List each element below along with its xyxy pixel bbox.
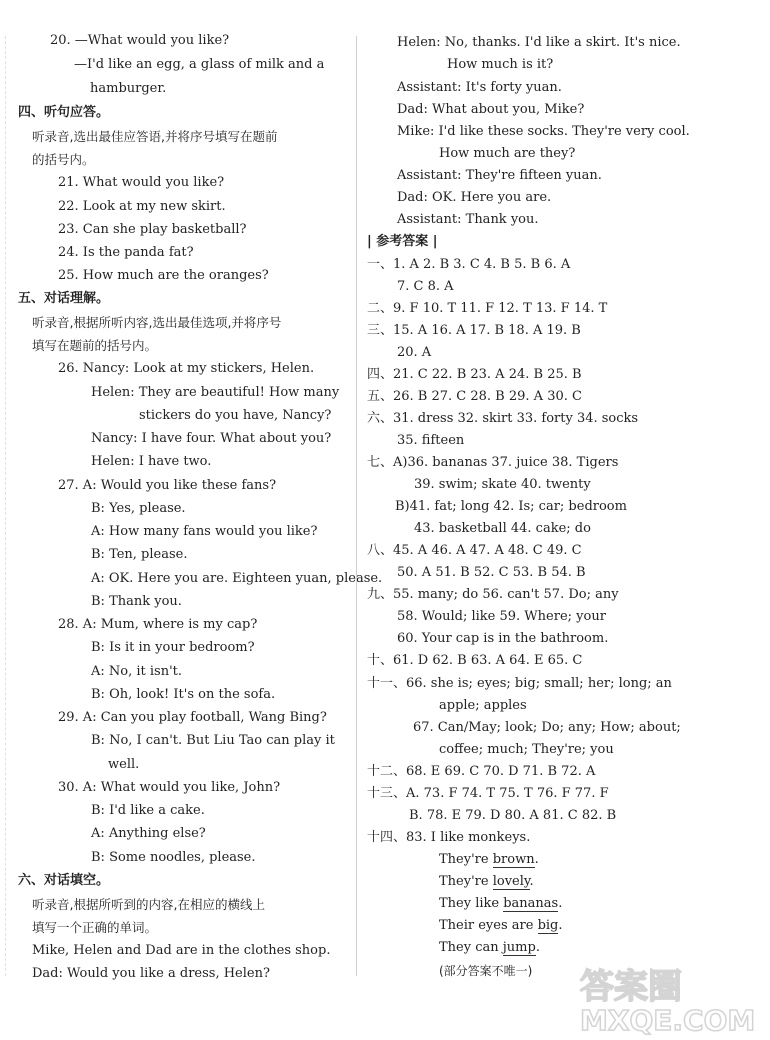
binding-edge xyxy=(5,36,6,976)
left-line: hamburger. xyxy=(90,81,167,96)
left-line: B: Is it in your bedroom? xyxy=(91,640,255,655)
right-line: 67. Can/May; look; Do; any; How; about; xyxy=(413,720,681,735)
right-line: Helen: No, thanks. I'd like a skirt. It's nice. xyxy=(397,35,681,50)
right-line: 十、61. D 62. B 63. A 64. E 65. C xyxy=(367,653,583,668)
right-line: 十二、68. E 69. C 70. D 71. B 72. A xyxy=(367,764,596,779)
right-line: 九、55. many; do 56. can't 57. Do; any xyxy=(367,587,619,602)
answer-84-line xyxy=(439,851,539,869)
answer-suffix: . xyxy=(535,940,540,955)
left-line: Nancy: I have four. What about you? xyxy=(91,431,332,446)
left-line: 24. Is the panda fat? xyxy=(58,245,194,260)
right-line: Dad: OK. Here you are. xyxy=(397,190,552,205)
left-line: Dad: Would you like a dress, Helen? xyxy=(32,966,270,981)
left-line: 30. A: What would you like, John? xyxy=(58,780,281,795)
left-line: B: Some noodles, please. xyxy=(91,850,256,865)
left-line: 五、对话理解。 xyxy=(18,291,110,306)
answer-underlined-word: lovely xyxy=(492,874,530,889)
answer-underlined-word: big xyxy=(537,918,559,933)
right-line: apple; apples xyxy=(439,698,527,713)
right-line: 四、21. C 22. B 23. A 24. B 25. B xyxy=(367,367,582,382)
answer-suffix: . xyxy=(529,874,534,889)
right-line: 50. A 51. B 52. C 53. B 54. B xyxy=(397,565,586,580)
answer-84-line xyxy=(439,895,562,913)
answer-84-line xyxy=(439,939,540,957)
left-line: 25. How much are the oranges? xyxy=(58,268,269,283)
answer-underlined-word: bananas xyxy=(503,896,559,911)
answer-84-line xyxy=(439,873,534,891)
left-line: Mike, Helen and Dad are in the clothes shop. xyxy=(32,943,331,958)
answer-suffix: . xyxy=(558,918,563,933)
left-line: B: No, I can't. But Liu Tao can play it xyxy=(91,733,335,748)
left-line: Helen: They are beautiful! How many xyxy=(91,385,340,400)
left-line: 听录音,根据所听内容,选出最佳选项,并将序号 xyxy=(32,315,282,330)
right-line: 十一、66. she is; eyes; big; small; her; long; an xyxy=(367,676,672,691)
left-line: 22. Look at my new skirt. xyxy=(58,199,226,214)
right-line: Assistant: Thank you. xyxy=(397,212,539,227)
answer-prefix: Their eyes are xyxy=(439,918,538,933)
left-line: stickers do you have, Nancy? xyxy=(139,408,332,423)
right-line: 八、45. A 46. A 47. A 48. C 49. C xyxy=(367,543,582,558)
answer-note: (部分答案不唯一) xyxy=(439,964,533,978)
right-line: 六、31. dress 32. skirt 33. forty 34. socks xyxy=(367,411,639,426)
left-line: 听录音,根据所听到的内容,在相应的横线上 xyxy=(32,897,265,912)
left-line: 26. Nancy: Look at my stickers, Helen. xyxy=(58,361,315,376)
answer-underlined-word: brown xyxy=(492,852,535,867)
right-line: B. 78. E 79. D 80. A 81. C 82. B xyxy=(409,808,617,823)
right-line: B)41. fat; long 42. Is; car; bedroom xyxy=(395,499,627,514)
right-line: Dad: What about you, Mike? xyxy=(397,102,585,117)
left-line: 的括号内。 xyxy=(32,152,95,167)
left-line: 28. A: Mum, where is my cap? xyxy=(58,617,258,632)
right-line: 三、15. A 16. A 17. B 18. A 19. B xyxy=(367,323,581,338)
right-line: Assistant: They're fifteen yuan. xyxy=(397,168,602,183)
right-line: 五、26. B 27. C 28. B 29. A 30. C xyxy=(367,389,582,404)
left-line: well. xyxy=(108,757,140,772)
left-line: 六、对话填空。 xyxy=(18,873,110,888)
left-line: 20. —What would you like? xyxy=(50,33,230,48)
right-line: 一、1. A 2. B 3. C 4. B 5. B 6. A xyxy=(367,257,571,272)
left-line: 27. A: Would you like these fans? xyxy=(58,478,277,493)
right-line: 58. Would; like 59. Where; your xyxy=(397,609,606,624)
right-line: coffee; much; They're; you xyxy=(439,742,614,757)
right-line: How much is it? xyxy=(447,57,554,72)
left-line: A: How many fans would you like? xyxy=(91,524,318,539)
left-line: B: Yes, please. xyxy=(91,501,186,516)
right-line: How much are they? xyxy=(439,146,576,161)
left-line: A: No, it isn't. xyxy=(91,664,183,679)
left-line: —I'd like an egg, a glass of milk and a xyxy=(74,57,325,72)
watermark-logo xyxy=(562,958,762,1036)
answer-suffix: . xyxy=(534,852,539,867)
right-line: Assistant: It's forty yuan. xyxy=(397,80,562,95)
watermark-cn: 答案圈 xyxy=(580,967,682,1007)
right-line: 十三、A. 73. F 74. T 75. T 76. F 77. F xyxy=(367,786,609,801)
right-line: 二、9. F 10. T 11. F 12. T 13. F 14. T xyxy=(367,301,608,316)
left-line: 填写一个正确的单词。 xyxy=(32,920,158,935)
right-line: 十四、83. I like monkeys. xyxy=(367,830,531,845)
answer-84-line xyxy=(439,917,563,935)
answer-suffix: . xyxy=(558,896,563,911)
left-line: 听录音,选出最佳应答语,并将序号填写在题前 xyxy=(32,129,278,144)
right-line: 43. basketball 44. cake; do xyxy=(414,521,591,536)
left-line: 填写在题前的括号内。 xyxy=(32,338,158,353)
left-line: B: Ten, please. xyxy=(91,547,188,562)
answer-prefix: They're xyxy=(439,874,493,889)
left-line: B: Thank you. xyxy=(91,594,182,609)
answer-prefix: They can xyxy=(439,940,503,955)
right-line: | 参考答案 | xyxy=(367,234,438,249)
right-line: 七、A)36. bananas 37. juice 38. Tigers xyxy=(367,455,619,470)
left-line: A: OK. Here you are. Eighteen yuan, please. xyxy=(91,571,383,586)
watermark-url: MXQE.COM xyxy=(580,1004,756,1036)
right-line: 7. C 8. A xyxy=(397,279,454,294)
right-line: 60. Your cap is in the bathroom. xyxy=(397,631,609,646)
left-line: A: Anything else? xyxy=(91,826,206,841)
left-line: B: I'd like a cake. xyxy=(91,803,205,818)
answer-prefix: They like xyxy=(439,896,504,911)
right-line: 39. swim; skate 40. twenty xyxy=(414,477,591,492)
right-line: 35. fifteen xyxy=(397,433,465,448)
left-line: 四、听句应答。 xyxy=(18,105,110,120)
column-divider xyxy=(356,36,357,976)
right-line: 20. A xyxy=(397,345,432,360)
left-line: 21. What would you like? xyxy=(58,175,225,190)
left-line: 23. Can she play basketball? xyxy=(58,222,247,237)
left-line: 29. A: Can you play football, Wang Bing? xyxy=(58,710,327,725)
answer-underlined-word: jump xyxy=(502,940,536,955)
left-line: B: Oh, look! It's on the sofa. xyxy=(91,687,276,702)
left-line: Helen: I have two. xyxy=(91,454,212,469)
answer-prefix: They're xyxy=(439,852,493,867)
right-line: Mike: I'd like these socks. They're very cool. xyxy=(397,124,690,139)
